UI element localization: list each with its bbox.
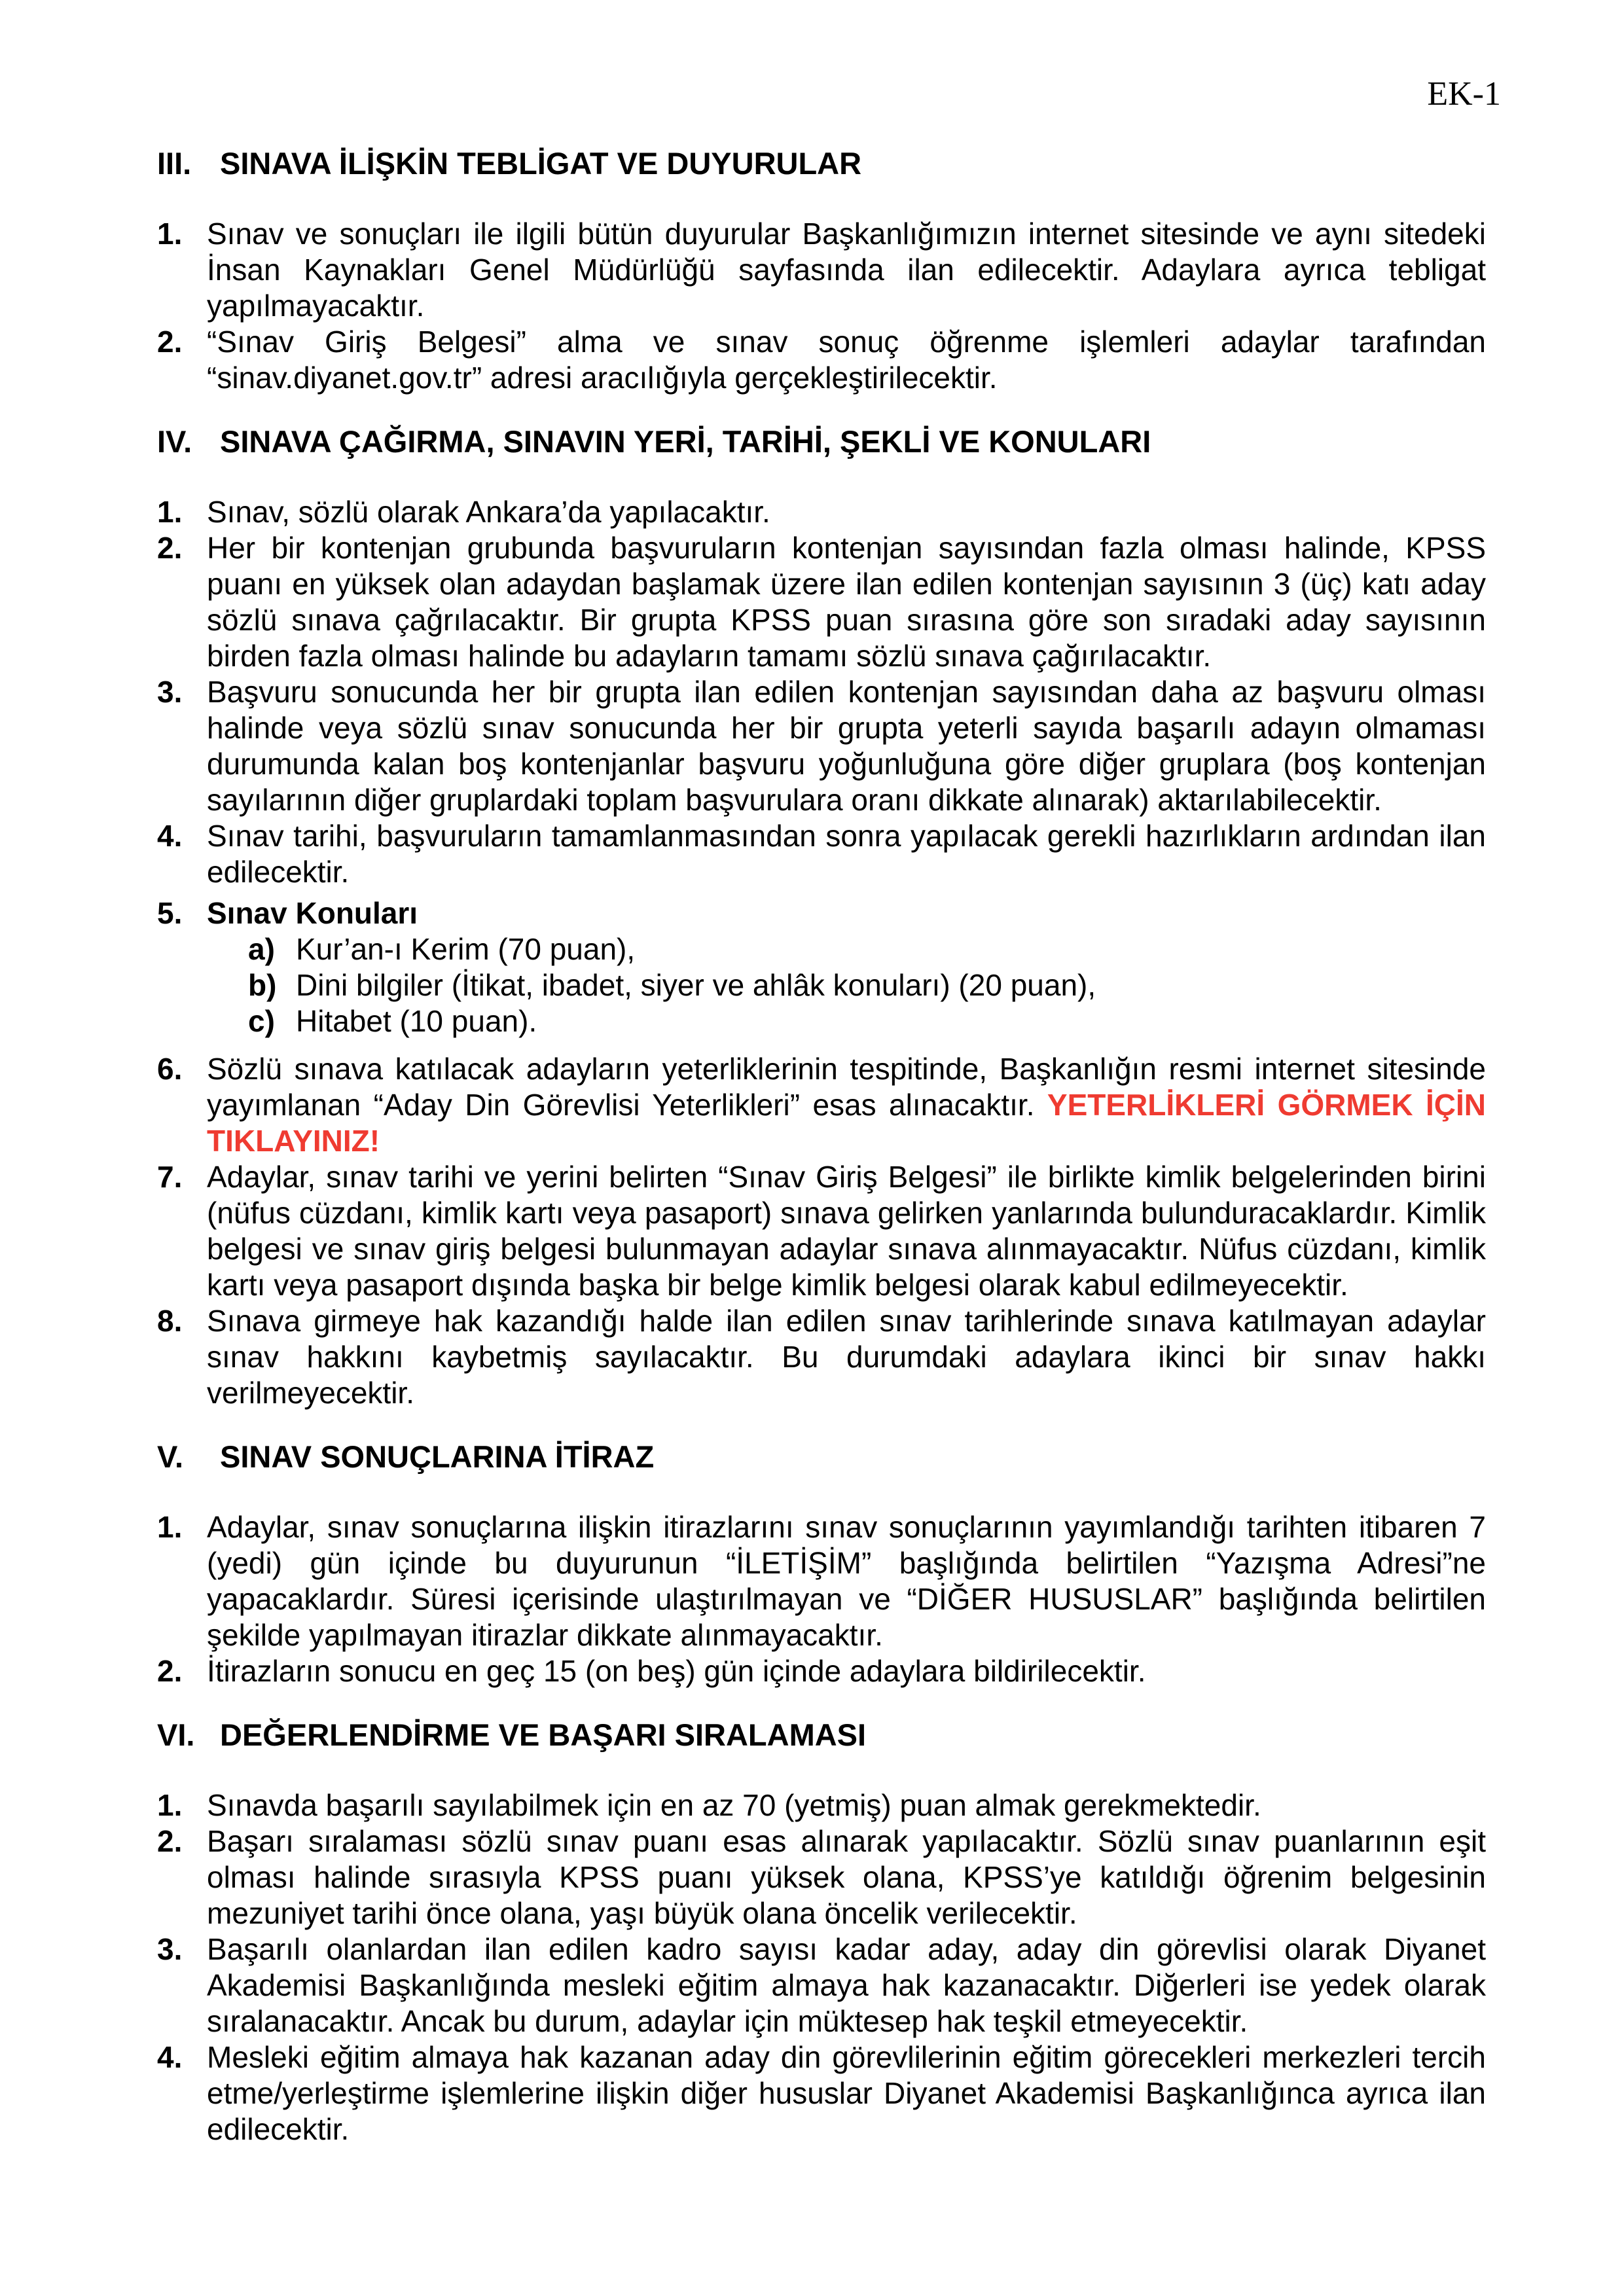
item-number: 1. bbox=[157, 495, 183, 529]
item-number: 8. bbox=[157, 1304, 183, 1338]
item-number: 2. bbox=[157, 1654, 183, 1688]
item-text: Sınav, sözlü olarak Ankara’da yapılacaktır. bbox=[207, 495, 770, 529]
yeterlikleri-link[interactable]: YETERLİKLERİ GÖRMEK İÇİN TIKLAYINIZ! bbox=[207, 1088, 1486, 1158]
list-item bbox=[157, 324, 1486, 396]
list-item bbox=[157, 2039, 1486, 2147]
item-number: 3. bbox=[157, 675, 183, 709]
list-item bbox=[157, 1509, 1486, 1653]
list-item bbox=[157, 494, 1486, 530]
section-sonuclara-itiraz bbox=[157, 1439, 1486, 1689]
list-item bbox=[157, 1823, 1486, 1931]
item-text: İtirazların sonucu en geç 15 (on beş) gün içinde adaylara bildirilecektir. bbox=[207, 1654, 1146, 1688]
page-tag: EK-1 bbox=[1427, 75, 1501, 113]
list-item-exam-topics bbox=[157, 895, 1486, 931]
section-heading bbox=[157, 423, 1486, 459]
item-text: Başarı sıralaması sözlü sınav puanı esas alınarak yapılacaktır. Sözlü sınav puanlarının eşit olması halinde sırasıyla KPSS puanı yüksek olana, KPSS’ye katıldığı öğrenim belgesinin mezuniyet tarihi önce olana, yaşı büyük olana öncelik verilecektir. bbox=[207, 1824, 1486, 1930]
list-item bbox=[157, 1787, 1486, 1823]
item-text: Adaylar, sınav sonuçlarına ilişkin itirazlarını sınav sonuçlarının yayımlandığı tarihten itibaren 7 (yedi) gün içinde bu duyurunun “İLETİŞİM” başlığında belirtilen “Yazışma Adresi”ne yapacaklardır. Süresi içerisinde ulaştırılmayan ve “DİĞER HUSUSLAR” başlığında belirtilen şekilde yapılmayan itirazlar dikkate alınmayacaktır. bbox=[207, 1510, 1486, 1652]
item-text: Sözlü sınava katılacak adayların yeterliklerinin tespitinde, Başkanlığın resmi internet sitesinde yayımlanan “Aday Din Görevlisi Yeterlikleri” esas alınacaktır. bbox=[207, 1052, 1486, 1122]
subitem-letter: c) bbox=[248, 1004, 275, 1038]
item-number: 4. bbox=[157, 2040, 183, 2074]
list-item bbox=[157, 818, 1486, 890]
item-number: 2. bbox=[157, 1824, 183, 1858]
sub-list-item bbox=[157, 1003, 1486, 1039]
item-number: 1. bbox=[157, 217, 183, 251]
list-item bbox=[157, 530, 1486, 674]
item-text: Adaylar, sınav tarihi ve yerini belirten “Sınav Giriş Belgesi” ile birlikte kimlik belgelerinden birini (nüfus cüzdanı, kimlik kartı veya pasaport) sınava gelirken yanlarında bulunduracaklardır. Kimlik belgesi ve sınav giriş belgesi bulunmayan adaylar sınava alınmayacaktır. Nüfus cüzdanı, kimlik kartı veya pasaport dışında başka bir belge kimlik belgesi olarak kabul edilmeyecektir. bbox=[207, 1160, 1486, 1302]
subitem-letter: b) bbox=[248, 968, 277, 1002]
item-text: Sınavda başarılı sayılabilmek için en az 70 (yetmiş) puan almak gerekmektedir. bbox=[207, 1788, 1261, 1822]
heading-title: DEĞERLENDİRME VE BAŞARI SIRALAMASI bbox=[220, 1717, 867, 1752]
heading-title: SINAV SONUÇLARINA İTİRAZ bbox=[220, 1439, 655, 1474]
list-item bbox=[157, 1931, 1486, 2039]
section-heading bbox=[157, 1439, 1486, 1475]
item-number: 7. bbox=[157, 1160, 183, 1194]
item-text: Başarılı olanlardan ilan edilen kadro sayısı kadar aday, aday din görevlisi olarak Diyanet Akademisi Başkanlığında mesleki eğitim almaya hak kazanacaktır. Diğerleri ise yedek olarak sıralanacaktır. Ancak bu durum, adaylar için müktesep hak teşkil etmeyecektir. bbox=[207, 1932, 1486, 2038]
sub-list-item bbox=[157, 967, 1486, 1003]
item-text: “Sınav Giriş Belgesi” alma ve sınav sonuç öğrenme işlemleri adaylar tarafından “sinav.diyanet.gov.tr” adresi aracılığıyla gerçekleştirilecektir. bbox=[207, 325, 1486, 395]
list-item bbox=[157, 1653, 1486, 1689]
list-item bbox=[157, 1303, 1486, 1411]
item-number: 4. bbox=[157, 819, 183, 853]
heading-number: V. bbox=[157, 1439, 184, 1474]
heading-title: SINAVA İLİŞKİN TEBLİGAT VE DUYURULAR bbox=[220, 146, 862, 181]
item-number: 5. bbox=[157, 896, 183, 930]
item-number: 1. bbox=[157, 1510, 183, 1544]
subitem-text: Kur’an-ı Kerim (70 puan), bbox=[296, 932, 636, 966]
item-text: Mesleki eğitim almaya hak kazanan aday din görevlilerinin eğitim görecekleri merkezleri tercih etme/yerleştirme işlemlerine ilişkin diğer hususlar Diyanet Akademisi Başkanlığınca ayrıca ilan edilecektir. bbox=[207, 2040, 1486, 2146]
section-heading bbox=[157, 1717, 1486, 1753]
item-number: 1. bbox=[157, 1788, 183, 1822]
item-number: 2. bbox=[157, 531, 183, 565]
list-item bbox=[157, 674, 1486, 818]
item-text: Her bir kontenjan grubunda başvuruların kontenjan sayısından fazla olması halinde, KPSS puanı en yüksek olan adaydan başlamak üzere ilan edilen kontenjan sayısının 3 (üç) katı aday sözlü sınava çağrılacaktır. Bir grupta KPSS puan sırasına göre son sıradaki aday sayısının birden fazla olması halinde bu adayların tamamı sözlü sınava çağırılacaktır. bbox=[207, 531, 1486, 673]
sub-list-item bbox=[157, 931, 1486, 967]
section-degerlendirme-siralama bbox=[157, 1717, 1486, 2147]
item-text: Sınav ve sonuçları ile ilgili bütün duyurular Başkanlığımızın internet sitesinde ve aynı sitedeki İnsan Kaynakları Genel Müdürlüğü sayfasında ilan edilecektir. Adaylara ayrıca tebligat yapılmayacaktır. bbox=[207, 217, 1486, 323]
item-number: 2. bbox=[157, 325, 183, 359]
list-item bbox=[157, 216, 1486, 324]
section-cagirma-yer-tarih bbox=[157, 423, 1486, 1411]
list-item bbox=[157, 1159, 1486, 1303]
heading-number: VI. bbox=[157, 1717, 195, 1752]
subitem-text: Dini bilgiler (İtikat, ibadet, siyer ve ahlâk konuları) (20 puan), bbox=[296, 968, 1096, 1002]
heading-title: SINAVA ÇAĞIRMA, SINAVIN YERİ, TARİHİ, ŞEKLİ VE KONULARI bbox=[220, 424, 1151, 459]
heading-number: III. bbox=[157, 146, 192, 181]
heading-number: IV. bbox=[157, 424, 192, 459]
exam-topics-title: Sınav Konuları bbox=[207, 896, 418, 930]
item-text: Sınava girmeye hak kazandığı halde ilan edilen sınav tarihlerinde sınava katılmayan adaylar sınav hakkını kaybetmiş sayılacaktır. Bu durumdaki adaylara ikinci bir sınav hakkı verilmeyecektir. bbox=[207, 1304, 1486, 1410]
subitem-letter: a) bbox=[248, 932, 275, 966]
section-teblig-duyurular bbox=[157, 145, 1486, 396]
section-heading bbox=[157, 145, 1486, 181]
item-text: Başvuru sonucunda her bir grupta ilan edilen kontenjan sayısından daha az başvuru olması halinde veya sözlü sınav sonucunda her bir grupta yeterli sayıda başarılı adayın olmaması durumunda kalan boş kontenjanlar başvuru yoğunluğuna göre diğer gruplara (boş kontenjan sayılarının diğer gruplardaki toplam başvurulara oranı dikkate alınarak) aktarılabilecektir. bbox=[207, 675, 1486, 817]
item-number: 3. bbox=[157, 1932, 183, 1966]
list-item bbox=[157, 1051, 1486, 1159]
item-number: 6. bbox=[157, 1052, 183, 1086]
item-text: Sınav tarihi, başvuruların tamamlanmasından sonra yapılacak gerekli hazırlıkların ardından ilan edilecektir. bbox=[207, 819, 1486, 889]
subitem-text: Hitabet (10 puan). bbox=[296, 1004, 537, 1038]
